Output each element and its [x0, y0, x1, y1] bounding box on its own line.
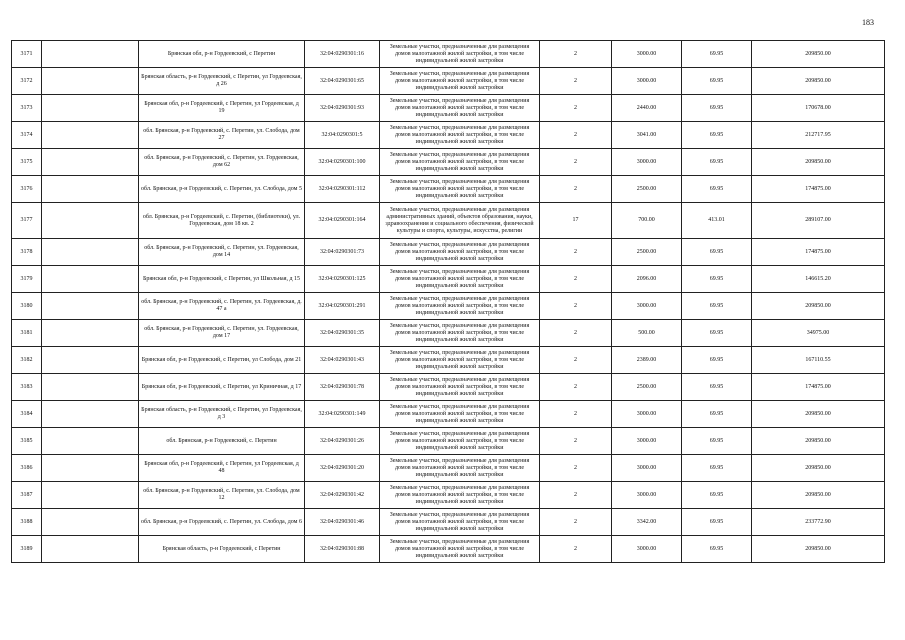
table-body	[12, 41, 885, 563]
cell-use-code: 2	[540, 41, 612, 68]
cell-use-code: 2	[540, 149, 612, 176]
cell-empty	[42, 239, 139, 266]
cell-number: 3182	[12, 347, 42, 374]
cell-address: обл. Брянская, р-н Гордеевский, с. Перетин, ул. Гордеевская, дом 62	[139, 149, 305, 176]
cell-land-use: Земельные участки, предназначенные для размещения домов малоэтажной жилой застройки, в том числе индивидуальной жилой застройки	[380, 176, 540, 203]
cell-cadastral-number: 32:04:0290301:16	[305, 41, 380, 68]
cell-cadastral-value: 174875.00	[752, 374, 885, 401]
cell-area: 500.00	[612, 320, 682, 347]
cell-cadastral-value: 146615.20	[752, 266, 885, 293]
table-row	[12, 455, 885, 482]
cell-cadastral-number: 32:04:0290301:149	[305, 401, 380, 428]
cell-cadastral-number: 32:04:0290301:100	[305, 149, 380, 176]
cell-use-code: 2	[540, 509, 612, 536]
cell-area: 3000.00	[612, 293, 682, 320]
cell-address: обл. Брянская, р-н Гордеевский, с. Перетин, ул. Слобода, дом 6	[139, 509, 305, 536]
cell-cadastral-value: 170678.00	[752, 95, 885, 122]
cell-specific-value: 69.95	[682, 95, 752, 122]
cell-land-use: Земельные участки, предназначенные для размещения домов малоэтажной жилой застройки, в том числе индивидуальной жилой застройки	[380, 428, 540, 455]
cell-specific-value: 69.95	[682, 320, 752, 347]
table-row	[12, 41, 885, 68]
cell-specific-value: 69.95	[682, 122, 752, 149]
cell-use-code: 2	[540, 536, 612, 563]
cell-empty	[42, 509, 139, 536]
table-row	[12, 374, 885, 401]
cell-number: 3184	[12, 401, 42, 428]
cell-empty	[42, 374, 139, 401]
cell-land-use: Земельные участки, предназначенные для размещения домов малоэтажной жилой застройки, в том числе индивидуальной жилой застройки	[380, 320, 540, 347]
cell-cadastral-number: 32:04:0290301:26	[305, 428, 380, 455]
cell-area: 3000.00	[612, 68, 682, 95]
cell-cadastral-number: 32:04:0290301:42	[305, 482, 380, 509]
cell-cadastral-number: 32:04:0290301:46	[305, 509, 380, 536]
cell-address: Брянская обл, р-н Гордеевский, с Перетин, ул Гордеевская, д 19	[139, 95, 305, 122]
cell-use-code: 2	[540, 347, 612, 374]
cell-address: обл. Брянская, р-н Гордеевский, с. Перетин, ул. Гордеевская, дом 17	[139, 320, 305, 347]
cell-address: Брянская обл, р-н Гордеевский, с Перетин, ул Школьная, д 15	[139, 266, 305, 293]
cell-address: обл. Брянская, р-н Гордеевский, с. Перетин, (библиотеки), ул. Гордеевская, дом 18 кв. 2	[139, 203, 305, 239]
cell-land-use: Земельные участки, предназначенные для размещения домов малоэтажной жилой застройки, в том числе индивидуальной жилой застройки	[380, 68, 540, 95]
cell-cadastral-number: 32:04:0290301:35	[305, 320, 380, 347]
cell-cadastral-number: 32:04:0290301:5	[305, 122, 380, 149]
cell-empty	[42, 347, 139, 374]
cell-area: 2096.00	[612, 266, 682, 293]
cell-land-use: Земельные участки, предназначенные для размещения домов малоэтажной жилой застройки, в том числе индивидуальной жилой застройки	[380, 239, 540, 266]
cell-specific-value: 69.95	[682, 374, 752, 401]
cell-specific-value: 69.95	[682, 41, 752, 68]
cell-number: 3187	[12, 482, 42, 509]
cell-area: 2500.00	[612, 176, 682, 203]
cell-empty	[42, 536, 139, 563]
cell-area: 700.00	[612, 203, 682, 239]
cell-use-code: 2	[540, 374, 612, 401]
cell-empty	[42, 41, 139, 68]
table-row	[12, 149, 885, 176]
cell-land-use: Земельные участки, предназначенные для размещения домов малоэтажной жилой застройки, в том числе индивидуальной жилой застройки	[380, 95, 540, 122]
cell-area: 2500.00	[612, 239, 682, 266]
cell-area: 3000.00	[612, 401, 682, 428]
cell-empty	[42, 428, 139, 455]
cell-cadastral-value: 209850.00	[752, 149, 885, 176]
cell-address: Брянская обл, р-н Гордеевский, с Перетин	[139, 41, 305, 68]
cell-number: 3179	[12, 266, 42, 293]
cell-address: обл. Брянская, р-н Гордеевский, с. Перетин, ул. Гордеевская, д. 47 а	[139, 293, 305, 320]
cell-number: 3174	[12, 122, 42, 149]
cell-land-use: Земельные участки, предназначенные для размещения домов малоэтажной жилой застройки, в том числе индивидуальной жилой застройки	[380, 482, 540, 509]
cell-cadastral-value: 209850.00	[752, 41, 885, 68]
cell-number: 3175	[12, 149, 42, 176]
table-row	[12, 239, 885, 266]
cell-area: 3000.00	[612, 482, 682, 509]
cell-land-use: Земельные участки, предназначенные для размещения домов малоэтажной жилой застройки, в том числе индивидуальной жилой застройки	[380, 122, 540, 149]
cell-cadastral-number: 32:04:0290301:43	[305, 347, 380, 374]
cell-number: 3172	[12, 68, 42, 95]
cell-number: 3178	[12, 239, 42, 266]
cell-area: 2440.00	[612, 95, 682, 122]
cell-area: 3000.00	[612, 536, 682, 563]
cell-address: обл. Брянская, р-н Гордеевский, с. Перетин, ул. Гордеевская, дом 14	[139, 239, 305, 266]
cell-number: 3180	[12, 293, 42, 320]
table-row	[12, 428, 885, 455]
cell-address: Брянская обл, р-н Гордеевский, с Перетин, ул Гордеевская, д 48	[139, 455, 305, 482]
cell-specific-value: 69.95	[682, 293, 752, 320]
table-row	[12, 95, 885, 122]
cell-number: 3171	[12, 41, 42, 68]
cell-number: 3185	[12, 428, 42, 455]
cell-use-code: 2	[540, 95, 612, 122]
cell-cadastral-number: 32:04:0290301:291	[305, 293, 380, 320]
cell-empty	[42, 320, 139, 347]
cell-land-use: Земельные участки, предназначенные для размещения домов малоэтажной жилой застройки, в том числе индивидуальной жилой застройки	[380, 347, 540, 374]
cell-use-code: 2	[540, 68, 612, 95]
cell-address: обл. Брянская, р-н Гордеевский, с. Перетин, ул. Слобода, дом 27	[139, 122, 305, 149]
cell-use-code: 2	[540, 455, 612, 482]
cell-specific-value: 69.95	[682, 176, 752, 203]
cell-cadastral-value: 212717.95	[752, 122, 885, 149]
cell-cadastral-value: 209850.00	[752, 536, 885, 563]
cell-cadastral-value: 209850.00	[752, 482, 885, 509]
table-row	[12, 536, 885, 563]
cell-cadastral-number: 32:04:0290301:88	[305, 536, 380, 563]
cell-number: 3186	[12, 455, 42, 482]
cell-cadastral-value: 174875.00	[752, 239, 885, 266]
cell-specific-value: 69.95	[682, 347, 752, 374]
cell-specific-value: 69.95	[682, 536, 752, 563]
table-row	[12, 401, 885, 428]
cell-cadastral-value: 167110.55	[752, 347, 885, 374]
table-row	[12, 482, 885, 509]
cell-land-use: Земельные участки, предназначенные для размещения домов малоэтажной жилой застройки, в том числе индивидуальной жилой застройки	[380, 509, 540, 536]
cell-area: 3000.00	[612, 149, 682, 176]
cell-empty	[42, 482, 139, 509]
cell-cadastral-value: 34975.00	[752, 320, 885, 347]
cell-use-code: 2	[540, 176, 612, 203]
cell-use-code: 17	[540, 203, 612, 239]
cell-use-code: 2	[540, 401, 612, 428]
table-row	[12, 122, 885, 149]
cell-use-code: 2	[540, 266, 612, 293]
cell-specific-value: 69.95	[682, 401, 752, 428]
cell-cadastral-number: 32:04:0290301:20	[305, 455, 380, 482]
cell-address: обл. Брянская, р-н Гордеевский, с. Перетин, ул. Слобода, дом 12	[139, 482, 305, 509]
cell-empty	[42, 203, 139, 239]
cell-address: Брянская область, р-н Гордеевский, с Перетин	[139, 536, 305, 563]
cell-use-code: 2	[540, 482, 612, 509]
cell-cadastral-number: 32:04:0290301:93	[305, 95, 380, 122]
cell-land-use: Земельные участки, предназначенные для размещения домов малоэтажной жилой застройки, в том числе индивидуальной жилой застройки	[380, 41, 540, 68]
cell-use-code: 2	[540, 239, 612, 266]
cell-cadastral-value: 209850.00	[752, 68, 885, 95]
table-row	[12, 203, 885, 239]
table-row	[12, 293, 885, 320]
cell-address: Брянская обл, р-н Гордеевский, с Перетин, ул Криничная, д 17	[139, 374, 305, 401]
cell-land-use: Земельные участки, предназначенные для размещения домов малоэтажной жилой застройки, в том числе индивидуальной жилой застройки	[380, 266, 540, 293]
cell-land-use: Земельные участки, предназначенные для размещения административных зданий, объектов образования, науки, здравоохранения и социального обеспечения, физической культуры и спорта, культуры, искусства, религии	[380, 203, 540, 239]
cell-specific-value: 69.95	[682, 509, 752, 536]
cell-cadastral-number: 32:04:0290301:112	[305, 176, 380, 203]
cell-empty	[42, 455, 139, 482]
cell-address: обл. Брянская, р-н Гордеевский, с. Перетин	[139, 428, 305, 455]
cell-cadastral-number: 32:04:0290301:73	[305, 239, 380, 266]
cell-address: Брянская область, р-н Гордеевский, с Перетин, ул Гордеевская, д 3	[139, 401, 305, 428]
cell-cadastral-value: 233772.90	[752, 509, 885, 536]
cell-specific-value: 69.95	[682, 428, 752, 455]
cell-area: 3000.00	[612, 428, 682, 455]
cell-empty	[42, 266, 139, 293]
cell-cadastral-value: 209850.00	[752, 293, 885, 320]
cell-specific-value: 413.01	[682, 203, 752, 239]
cell-address: Брянская область, р-н Гордеевский, с Перетин, ул Гордеевская, д 26	[139, 68, 305, 95]
cell-specific-value: 69.95	[682, 68, 752, 95]
cell-use-code: 2	[540, 293, 612, 320]
cell-cadastral-value: 209850.00	[752, 401, 885, 428]
cell-land-use: Земельные участки, предназначенные для размещения домов малоэтажной жилой застройки, в том числе индивидуальной жилой застройки	[380, 455, 540, 482]
cell-number: 3181	[12, 320, 42, 347]
cell-area: 2500.00	[612, 374, 682, 401]
cell-address: обл. Брянская, р-н Гордеевский, с. Перетин, ул. Слобода, дом 5	[139, 176, 305, 203]
cell-use-code: 2	[540, 428, 612, 455]
cell-land-use: Земельные участки, предназначенные для размещения домов малоэтажной жилой застройки, в том числе индивидуальной жилой застройки	[380, 374, 540, 401]
land-registry-table	[11, 40, 885, 563]
cell-specific-value: 69.95	[682, 149, 752, 176]
cell-land-use: Земельные участки, предназначенные для размещения домов малоэтажной жилой застройки, в том числе индивидуальной жилой застройки	[380, 149, 540, 176]
cell-cadastral-value: 209850.00	[752, 428, 885, 455]
cell-specific-value: 69.95	[682, 239, 752, 266]
cell-number: 3183	[12, 374, 42, 401]
table-row	[12, 68, 885, 95]
cell-number: 3177	[12, 203, 42, 239]
cell-address: Брянская обл, р-н Гордеевский, с Перетин, ул Слобода, дом 21	[139, 347, 305, 374]
cell-number: 3188	[12, 509, 42, 536]
table-row	[12, 266, 885, 293]
cell-use-code: 2	[540, 122, 612, 149]
cell-empty	[42, 68, 139, 95]
table-row	[12, 176, 885, 203]
table-row	[12, 347, 885, 374]
cell-cadastral-number: 32:04:0290301:164	[305, 203, 380, 239]
cell-use-code: 2	[540, 320, 612, 347]
cell-area: 3000.00	[612, 41, 682, 68]
cell-cadastral-number: 32:04:0290301:125	[305, 266, 380, 293]
cell-number: 3189	[12, 536, 42, 563]
cell-empty	[42, 149, 139, 176]
cell-cadastral-number: 32:04:0290301:78	[305, 374, 380, 401]
cell-empty	[42, 122, 139, 149]
cell-land-use: Земельные участки, предназначенные для размещения домов малоэтажной жилой застройки, в том числе индивидуальной жилой застройки	[380, 536, 540, 563]
cell-cadastral-value: 174875.00	[752, 176, 885, 203]
cell-land-use: Земельные участки, предназначенные для размещения домов малоэтажной жилой застройки, в том числе индивидуальной жилой застройки	[380, 401, 540, 428]
cell-cadastral-value: 209850.00	[752, 455, 885, 482]
table-row	[12, 320, 885, 347]
cell-area: 3041.00	[612, 122, 682, 149]
cell-specific-value: 69.95	[682, 266, 752, 293]
page-number: 183	[862, 18, 874, 27]
cell-cadastral-value: 289107.00	[752, 203, 885, 239]
cell-empty	[42, 401, 139, 428]
cell-specific-value: 69.95	[682, 455, 752, 482]
cell-empty	[42, 293, 139, 320]
cell-area: 3000.00	[612, 455, 682, 482]
cell-empty	[42, 95, 139, 122]
cell-specific-value: 69.95	[682, 482, 752, 509]
cell-area: 3342.00	[612, 509, 682, 536]
cell-land-use: Земельные участки, предназначенные для размещения домов малоэтажной жилой застройки, в том числе индивидуальной жилой застройки	[380, 293, 540, 320]
cell-empty	[42, 176, 139, 203]
table-row	[12, 509, 885, 536]
cell-cadastral-number: 32:04:0290301:65	[305, 68, 380, 95]
cell-number: 3173	[12, 95, 42, 122]
cell-area: 2389.00	[612, 347, 682, 374]
cell-number: 3176	[12, 176, 42, 203]
